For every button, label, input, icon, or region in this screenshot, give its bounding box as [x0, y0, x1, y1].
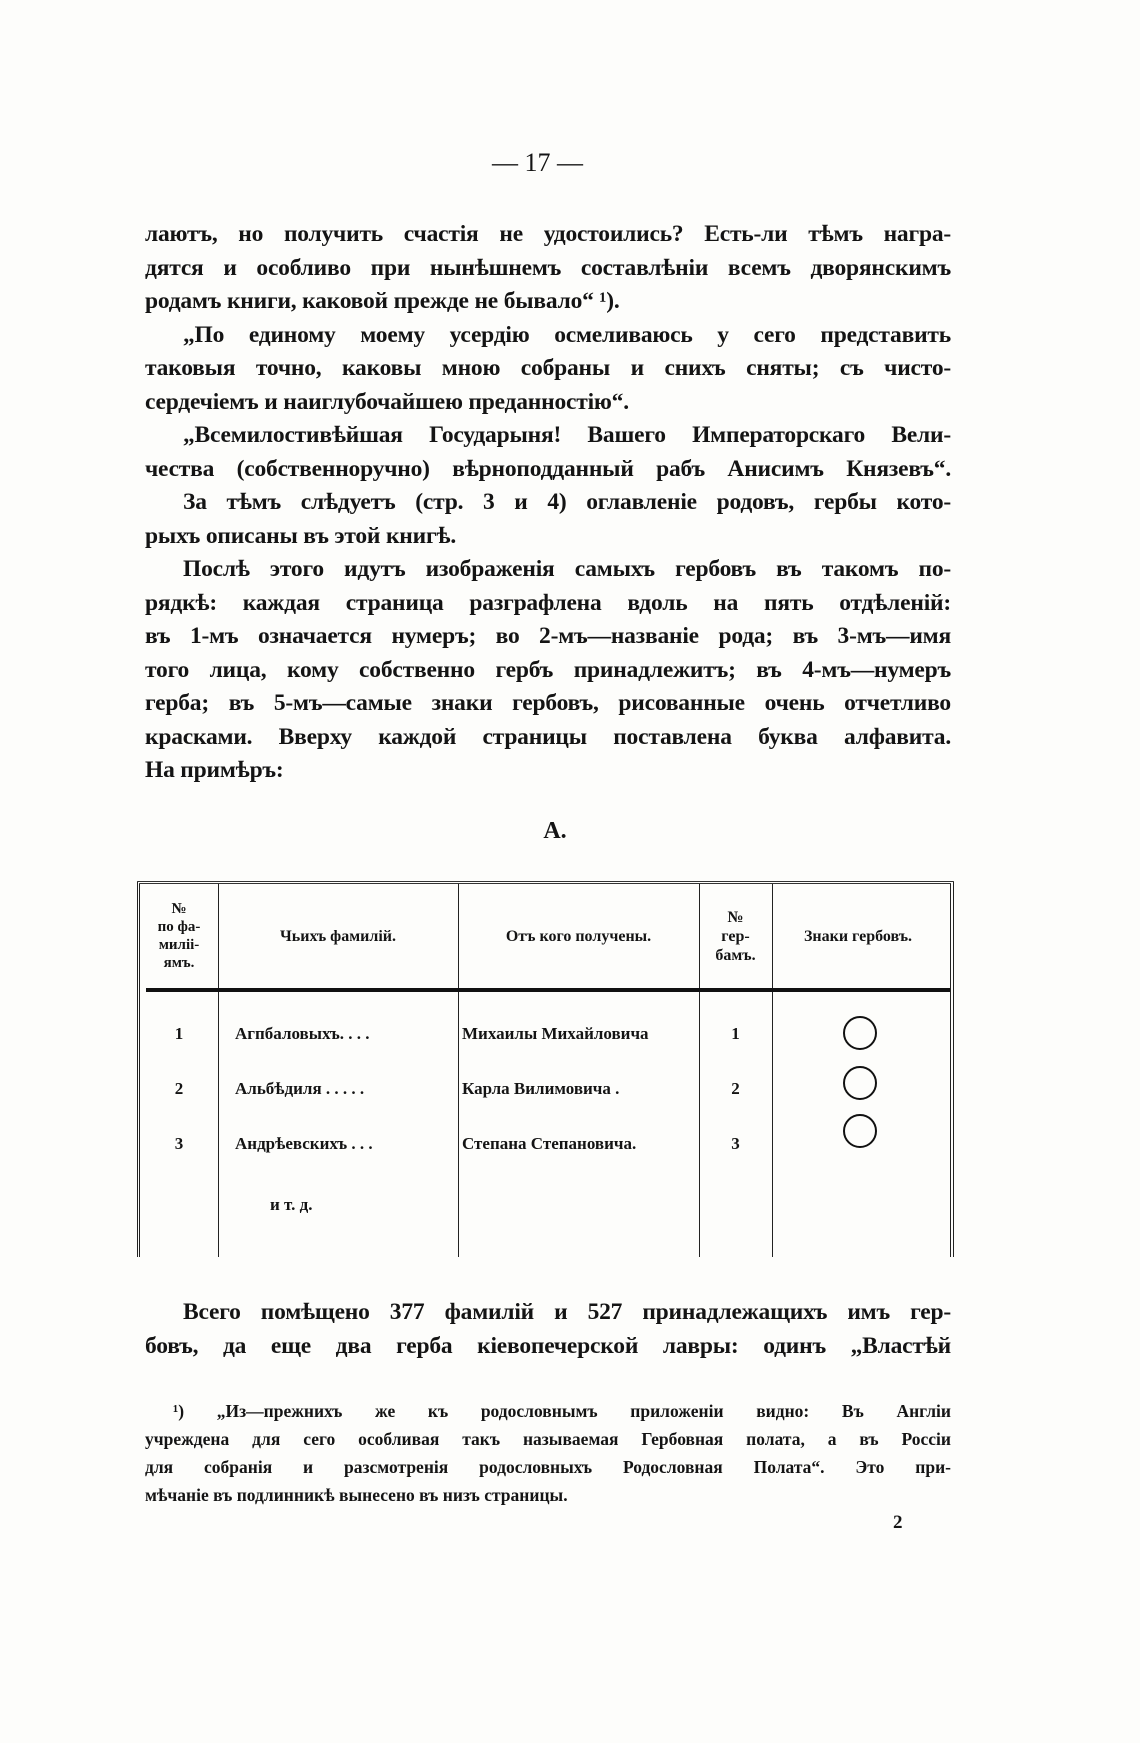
page-number: — 17 —: [492, 148, 583, 177]
signature-mark: 2: [893, 1512, 903, 1533]
received-from: Степана Степановича.: [462, 1134, 637, 1153]
text-line: На примѣръ:: [145, 757, 284, 783]
arms-sign-circle-icon: [843, 1114, 877, 1148]
row-number: 2: [174, 1079, 184, 1098]
header-line: миліі-: [158, 937, 200, 953]
header-from-whom: Отъ кого получены.: [505, 927, 652, 945]
header-family: Чьихъ фамилій.: [280, 927, 396, 945]
text-line: красками. Вверху каждой страницы поставлена буква алфавита.: [145, 723, 951, 750]
header-rule: [146, 988, 950, 992]
text-line: лаютъ, но получить счастія не удостоились? Есть-ли тѣмъ награ-: [145, 221, 951, 247]
row-number: 3: [174, 1134, 184, 1153]
header-family-number: [140, 884, 218, 988]
text-line: учреждена для сего особливая такъ называемая Гербовная полата, а въ Россіи: [145, 1429, 951, 1449]
paragraph: [145, 319, 951, 420]
header-line: бамъ.: [715, 946, 756, 964]
arms-number: 1: [731, 1024, 740, 1043]
text-line: въ 1-мъ означается нумеръ; во 2-мъ—названіе рода; въ 3-мъ—имя: [145, 623, 951, 649]
text-line: сердечіемъ и наиглубочайшею преданностію“.: [145, 388, 629, 415]
text-line: того лица, кому собственно гербъ принадлежитъ; въ 4-мъ—нумеръ: [145, 656, 951, 683]
paragraph: [145, 553, 951, 788]
text-line: герба; въ 5-мъ—самые знаки гербовъ, рисованные очень отчетливо: [145, 690, 951, 716]
header-line: ямъ.: [163, 955, 195, 971]
footnote-paragraph: [145, 1397, 951, 1509]
etc-text: и т. д.: [270, 1195, 313, 1214]
paragraph: [145, 419, 951, 486]
paragraph: [145, 1296, 951, 1363]
family-name: Альбѣдиля . . . . .: [235, 1079, 365, 1098]
text-line: таковыя точно, каковы мною собраны и снихъ сняты; съ чисто-: [145, 355, 951, 381]
header-arms-number: [699, 884, 772, 988]
arms-number: 2: [731, 1079, 740, 1098]
arms-table: [137, 881, 954, 1257]
text-line: родамъ книги, каковой прежде не бывало“ ¹).: [145, 288, 620, 314]
header-line: по фа-: [157, 919, 201, 935]
text-line: дятся и особливо при нынѣшнемъ составлѣніи всемъ дворянскимъ: [145, 254, 951, 281]
paragraph: [145, 486, 951, 553]
header-line: №: [171, 901, 187, 917]
family-name: Андрѣевскихъ . . .: [235, 1134, 373, 1153]
text-line: „Всемилостивѣйшая Государыня! Вашего Императорскаго Вели-: [183, 422, 951, 448]
family-name: Агпбаловыхъ. . . .: [235, 1024, 370, 1043]
header-line: гер-: [721, 927, 750, 945]
text-line: чества (собственноручно) вѣрноподданный рабъ Анисимъ Князевъ“.: [145, 455, 951, 482]
row-number: 1: [174, 1024, 184, 1043]
arms-sign-circle-icon: [843, 1066, 877, 1100]
closing-text: [145, 1296, 951, 1363]
text-line: рыхъ описаны въ этой книгѣ.: [145, 522, 457, 549]
paragraph: [145, 218, 951, 319]
text-line: Всего помѣщено 377 фамилій и 527 принадлежащихъ имъ гер-: [183, 1299, 951, 1325]
text-line: „По единому моему усердію осмеливаюсь у сего представить: [183, 321, 951, 348]
text-line: бовъ, да еще два герба кіевопечерской лавры: одинъ „Властѣй: [145, 1332, 951, 1359]
text-line: мѣчаніе въ подлинникѣ вынесено въ низъ страницы.: [145, 1485, 568, 1505]
text-line: рядкѣ: каждая страница разграфлена вдоль на пять отдѣленій:: [145, 589, 951, 616]
footnote: [145, 1397, 951, 1509]
arms-number: 3: [731, 1134, 740, 1153]
text-line: Послѣ этого идутъ изображенія самыхъ гербовъ въ такомъ по-: [183, 556, 951, 582]
header-line: №: [727, 908, 744, 926]
text-line: ¹) „Из—прежнихъ же къ родословнымъ приложеніи видно: Въ Англіи: [173, 1401, 951, 1421]
received-from: Михаилы Михайловича: [462, 1024, 649, 1043]
received-from: Карла Вилимовича .: [462, 1079, 620, 1098]
text-line: За тѣмъ слѣдуетъ (стр. 3 и 4) оглавленіе родовъ, гербы кото-: [183, 489, 951, 515]
alphabet-letter-heading: А.: [543, 818, 567, 844]
body-text: [145, 218, 951, 788]
header-arms-signs: Знаки гербовъ.: [803, 927, 913, 945]
text-line: для собранія и разсмотренія родословныхъ Родословная Полата“. Это при-: [145, 1457, 951, 1477]
arms-sign-circle-icon: [843, 1016, 877, 1050]
